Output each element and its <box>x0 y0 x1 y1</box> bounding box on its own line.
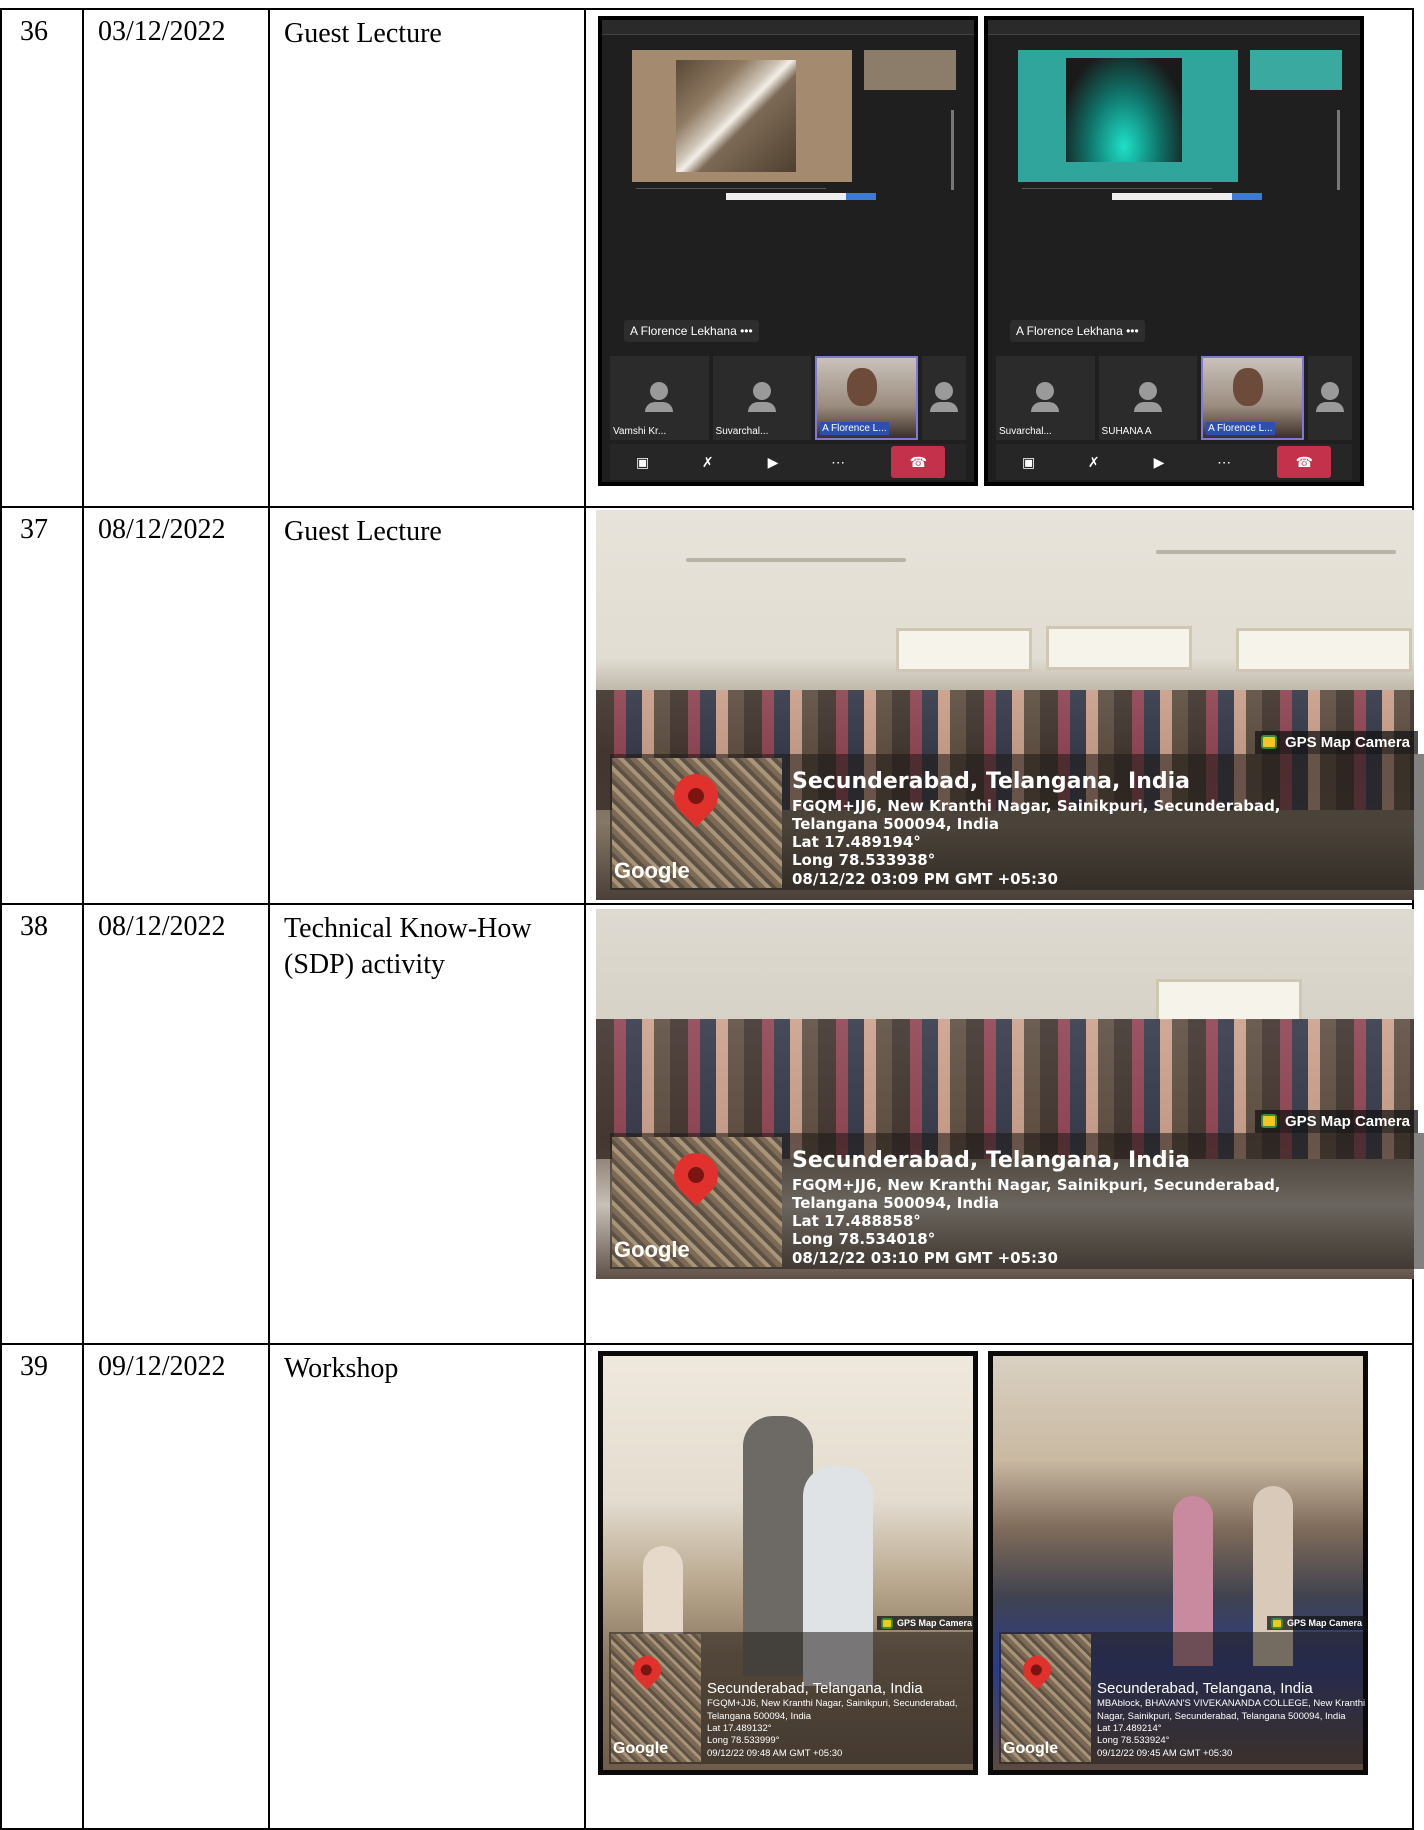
activity-date: 09/12/2022 <box>83 1344 269 1829</box>
photo-cell <box>585 904 1413 1344</box>
participant-video: A Florence L... <box>815 356 918 440</box>
speaker-icon: ▶ <box>767 453 779 470</box>
speaker-icon: ▶ <box>1153 453 1165 470</box>
map-pin-icon <box>665 1144 727 1206</box>
end-call-icon: ☎ <box>891 446 945 478</box>
camera-off-icon: ▣ <box>635 453 650 470</box>
gps-camera-badge: GPS Map Camera <box>1255 1110 1418 1133</box>
serial-number: 37 <box>1 507 83 904</box>
serial-number: 36 <box>1 9 83 507</box>
presenter-label: A Florence Lekhana ••• <box>1010 320 1145 342</box>
person-icon <box>935 382 953 400</box>
participant-video: A Florence L... <box>1201 356 1304 440</box>
geotag-info: Secunderabad, Telangana, India FGQM+JJ6, New Kranthi Nagar, Sainikpuri, Secunderabad, Telangana 500094, India Lat 17.489132° Long 78.533999° 09/12/22 09:48 AM GMT +05:30 <box>707 1679 958 1759</box>
meeting-screenshot <box>598 16 978 486</box>
shared-slide <box>1018 50 1238 182</box>
participant-tile: Vamshi Kr... <box>610 356 709 440</box>
table-row <box>1 1344 1413 1829</box>
camera-off-icon: ▣ <box>1021 453 1036 470</box>
call-controls <box>610 444 966 480</box>
map-pin-icon <box>1017 1650 1057 1690</box>
map-logo: Google <box>613 1740 669 1757</box>
activity-type: Guest Lecture <box>269 507 585 904</box>
map-pin-icon <box>665 765 727 827</box>
photo-cell <box>585 1344 1413 1829</box>
person-icon <box>753 382 771 400</box>
map-thumbnail <box>612 1137 782 1267</box>
table-row <box>1 9 1413 507</box>
participant-tile: Suvarchal... <box>713 356 812 440</box>
activity-type: Workshop <box>269 1344 585 1829</box>
participant-tile: Suvarchal... <box>996 356 1095 440</box>
call-controls <box>996 444 1352 480</box>
more-icon: ⋯ <box>831 453 846 470</box>
gps-camera-badge: GPS Map Camera <box>877 1616 977 1630</box>
classroom-photo <box>596 909 1414 1279</box>
map-logo: Google <box>1003 1740 1059 1757</box>
participant-tile <box>1308 356 1352 440</box>
photo-cell <box>585 507 1413 904</box>
workshop-photo <box>598 1351 978 1775</box>
meeting-screenshot <box>984 16 1364 486</box>
geotag-info: Secunderabad, Telangana, India MBAblock, BHAVAN'S VIVEKANANDA COLLEGE, New Kranthi Nagar, Sainikpuri, Secunderabad, Telangana 500094, India Lat 17.489214° Long 78.533924° 09/12/22 09:45 AM GMT +05:30 <box>1097 1679 1366 1759</box>
map-thumbnail <box>1001 1634 1091 1762</box>
participant-tile <box>922 356 966 440</box>
end-call-icon: ☎ <box>1277 446 1331 478</box>
gps-camera-badge: GPS Map Camera <box>1267 1616 1367 1630</box>
participant-tile: SUHANA A <box>1099 356 1198 440</box>
map-thumbnail <box>612 758 782 888</box>
activity-date: 08/12/2022 <box>83 507 269 904</box>
person-icon <box>1321 382 1339 400</box>
more-icon: ⋯ <box>1217 453 1232 470</box>
map-thumbnail <box>611 1634 701 1762</box>
person-icon <box>1139 382 1157 400</box>
serial-number: 38 <box>1 904 83 1344</box>
table-row <box>1 904 1413 1344</box>
map-pin-icon <box>627 1650 667 1690</box>
activity-type: Guest Lecture <box>269 9 585 507</box>
map-logo: Google <box>614 858 690 883</box>
mic-off-icon: ✗ <box>1087 453 1100 470</box>
person-icon <box>1036 382 1054 400</box>
classroom-photo <box>596 510 1414 900</box>
activity-date: 08/12/2022 <box>83 904 269 1344</box>
geotag-info: Secunderabad, Telangana, India FGQM+JJ6, New Kranthi Nagar, Sainikpuri, Secunderabad, Telangana 500094, India Lat 17.488858° Long 78.534018° 08/12/22 03:10 PM GMT +05:30 <box>792 1148 1281 1267</box>
serial-number: 39 <box>1 1344 83 1829</box>
gps-camera-badge: GPS Map Camera <box>1255 731 1418 754</box>
geotag-info: Secunderabad, Telangana, India FGQM+JJ6, New Kranthi Nagar, Sainikpuri, Secunderabad, Telangana 500094, India Lat 17.489194° Long 78.533938° 08/12/22 03:09 PM GMT +05:30 <box>792 769 1281 888</box>
photo-cell <box>585 9 1413 507</box>
table-row <box>1 507 1413 904</box>
presenter-label: A Florence Lekhana ••• <box>624 320 759 342</box>
shared-slide <box>632 50 852 182</box>
activity-type: Technical Know-How (SDP) activity <box>269 904 585 1344</box>
workshop-photo <box>988 1351 1368 1775</box>
activity-date: 03/12/2022 <box>83 9 269 507</box>
person-icon <box>650 382 668 400</box>
mic-off-icon: ✗ <box>701 453 714 470</box>
map-logo: Google <box>614 1237 690 1262</box>
activity-table <box>0 8 1414 1830</box>
